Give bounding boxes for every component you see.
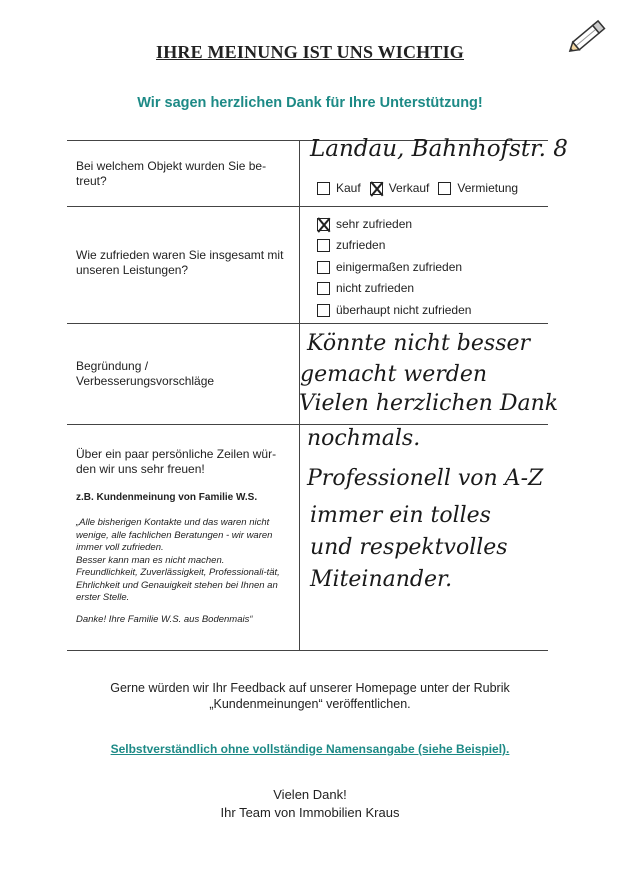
option-label: Vermietung [457, 181, 519, 195]
checkbox-sehr-zufrieden[interactable] [317, 218, 330, 231]
option-ueberhaupt-nicht-zufrieden[interactable] [317, 303, 471, 317]
personal-question: Über ein paar persönliche Zeilen wür-den wir uns sehr freuen! [76, 447, 277, 476]
option-label: sehr zufrieden [336, 217, 413, 231]
reason-handwritten-line: Könnte nicht besser [307, 331, 531, 356]
object-answer-handwritten: Landau, Bahnhofstr. 8 [310, 136, 568, 162]
table-divider [67, 323, 548, 324]
feedback-form-table [67, 136, 568, 651]
checkbox-zufrieden[interactable] [317, 239, 330, 252]
feedback-note [0, 680, 620, 712]
table-divider [67, 424, 548, 425]
object-type-options [317, 181, 527, 195]
option-label: Kauf [336, 181, 361, 195]
option-label: einigermaßen zufrieden [336, 260, 463, 274]
reason-question: Begründung / Verbesserungsvorschläge [76, 359, 215, 388]
example-quote-paragraph: Besser kann man es nicht machen. [76, 554, 225, 566]
option-label: zufrieden [336, 238, 386, 252]
option-verkauf[interactable] [370, 181, 430, 195]
feedback-note-line: Gerne würden wir Ihr Feedback auf unserer Homepage unter der Rubrik [110, 681, 510, 695]
option-kauf[interactable] [317, 181, 361, 195]
option-sehr-zufrieden[interactable] [317, 217, 412, 231]
personal-handwritten-line: und respektvolles [310, 535, 508, 560]
personal-handwritten-line: Miteinander. [310, 567, 453, 592]
satisfaction-question: Wie zufrieden waren Sie insgesamt mit unseren Leistungen? [76, 248, 284, 277]
closing-thanks [0, 786, 620, 822]
checkbox-vermietung[interactable] [438, 182, 451, 195]
personal-handwritten-line: Professionell von A-Z [307, 466, 544, 491]
checkbox-nicht-zufrieden[interactable] [317, 282, 330, 295]
anonymity-note-link[interactable]: Selbstverständlich ohne vollständige Namensangabe (siehe Beispiel). [110, 742, 510, 756]
table-divider [67, 206, 548, 207]
checkbox-ueberhaupt-nicht-zufrieden[interactable] [317, 304, 330, 317]
closing-line: Vielen Dank! [273, 787, 347, 802]
option-zufrieden[interactable] [317, 238, 385, 252]
option-label: überhaupt nicht zufrieden [336, 303, 472, 317]
option-einigermassen-zufrieden[interactable] [317, 260, 462, 274]
object-question: Bei welchem Objekt wurden Sie be-treut? [76, 159, 267, 188]
checkbox-verkauf[interactable] [370, 182, 383, 195]
personal-handwritten-line: nochmals. [307, 426, 421, 451]
page-subtitle: Wir sagen herzlichen Dank für Ihre Unterstützung! [137, 95, 483, 111]
option-label: nicht zufrieden [336, 281, 415, 295]
page-title: IHRE MEINUNG IST UNS WICHTIG [155, 42, 464, 62]
example-quote [76, 517, 298, 605]
example-heading: z.B. Kundenmeinung von Familie W.S. [76, 492, 258, 503]
option-vermietung[interactable] [438, 181, 518, 195]
reason-handwritten-line: Vielen herzlichen Dank [299, 391, 559, 416]
personal-handwritten-line: immer ein tolles [310, 503, 491, 528]
closing-line: Ihr Team von Immobilien Kraus [220, 805, 400, 820]
reason-handwritten-line: gemacht werden [300, 362, 488, 387]
option-label: Verkauf [388, 181, 430, 195]
option-nicht-zufrieden[interactable] [317, 281, 414, 295]
checkbox-kauf[interactable] [317, 182, 330, 195]
table-divider [67, 650, 548, 651]
feedback-note-line: „Kundenmeinungen“ veröffentlichen. [209, 697, 411, 711]
example-quote-paragraph: „Alle bisherigen Kontakte und das waren nicht wenige, alle fachlichen Beratungen - wir waren immer voll zufrieden. [76, 517, 273, 553]
checkbox-einigermassen-zufrieden[interactable] [317, 261, 330, 274]
example-signature: Danke! Ihre Familie W.S. aus Bodenmais“ [76, 614, 253, 625]
example-quote-paragraph: Freundlichkeit, Zuverlässigkeit, Professionali-tät, Ehrlichkeit und Genauigkeit stehen bei Ihnen an erster Stelle. [76, 567, 280, 603]
